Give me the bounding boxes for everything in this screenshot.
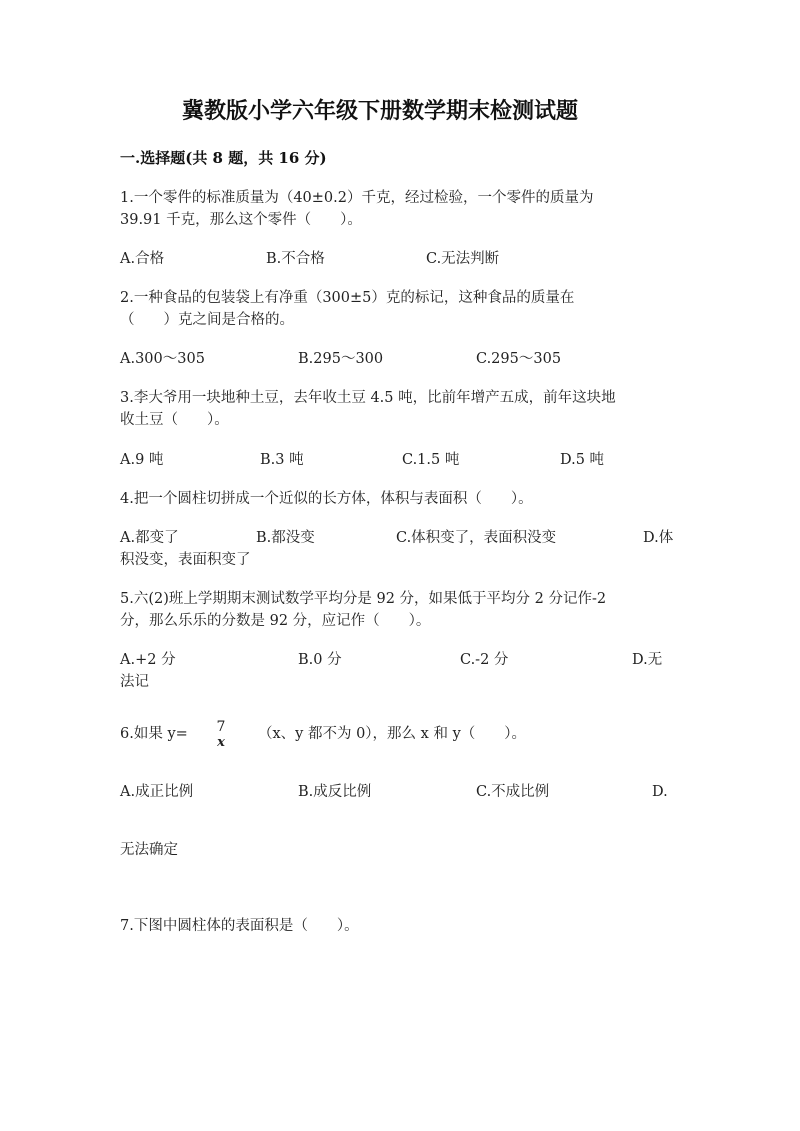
question-5-option-b[interactable]: B.0 分 [298, 652, 342, 668]
question-5-line-1: 5.六(2)班上学期期末测试数学平均分是 92 分，如果低于平均分 2 分记作-2 [120, 591, 607, 607]
question-6-option-d[interactable]: D. [652, 784, 668, 800]
question-4-option-c[interactable]: C.体积变了，表面积没变 [396, 530, 557, 546]
question-6-option-d-continued[interactable]: 无法确定 [120, 842, 178, 858]
question-2-option-c[interactable]: C.295～305 [476, 351, 562, 367]
question-1-line-1: 1.一个零件的标准质量为（40±0.2）千克，经过检验，一个零件的质量为 [120, 190, 594, 206]
section-heading: 一.选择题(共 8 题，共 16 分) [120, 149, 327, 167]
question-3-option-b[interactable]: B.3 吨 [260, 452, 304, 468]
question-1-option-a[interactable]: A.合格 [120, 251, 165, 267]
question-6-line-2: （x、y 都不为 0），那么 x 和 y（ ）。 [258, 726, 527, 742]
question-2-line-1: 2.一种食品的包装袋上有净重（300±5）克的标记，这种食品的质量在 [120, 290, 575, 306]
question-3-option-a[interactable]: A.9 吨 [120, 452, 164, 468]
question-4-option-d[interactable]: D.体 [643, 530, 674, 546]
question-1-option-b[interactable]: B.不合格 [266, 251, 325, 267]
question-4-option-b[interactable]: B.都没变 [256, 530, 315, 546]
question-4-option-a[interactable]: A.都变了 [120, 530, 179, 546]
question-2-option-b[interactable]: B.295～300 [298, 351, 384, 367]
question-2-option-a[interactable]: A.300～305 [120, 351, 205, 367]
fraction-numerator: 7 [216, 719, 226, 735]
question-1-line-2: 39.91 千克，那么这个零件（ ）。 [120, 212, 362, 228]
question-4-line-1: 4.把一个圆柱切拼成一个近似的长方体，体积与表面积（ ）。 [120, 491, 533, 507]
question-6-option-c[interactable]: C.不成比例 [476, 784, 550, 800]
question-5-line-2: 分，那么乐乐的分数是 92 分，应记作（ ）。 [120, 613, 431, 629]
question-6-option-a[interactable]: A.成正比例 [120, 784, 194, 800]
question-3-option-c[interactable]: C.1.5 吨 [402, 452, 460, 468]
question-2-line-2: （ ）克之间是合格的。 [120, 312, 294, 328]
fraction-7-over-x [213, 719, 229, 751]
question-3-option-d[interactable]: D.5 吨 [560, 452, 605, 468]
page-title: 冀教版小学六年级下册数学期末检测试题 [182, 98, 579, 124]
question-6-line-1: 6.如果 y= [120, 726, 188, 742]
question-3-line-2: 收土豆（ ）。 [120, 412, 229, 428]
question-5-option-d[interactable]: D.无 [632, 652, 663, 668]
question-1-option-c[interactable]: C.无法判断 [426, 251, 500, 267]
question-4-option-d-continued[interactable]: 积没变，表面积变了 [120, 552, 251, 568]
fraction-denominator: x [217, 735, 225, 750]
question-5-option-a[interactable]: A.+2 分 [120, 652, 176, 668]
question-7-line-1: 7.下图中圆柱体的表面积是（ ）。 [120, 918, 359, 934]
question-5-option-c[interactable]: C.-2 分 [460, 652, 509, 668]
question-6-option-b[interactable]: B.成反比例 [298, 784, 372, 800]
question-3-line-1: 3.李大爷用一块地种土豆，去年收土豆 4.5 吨，比前年增产五成，前年这块地 [120, 390, 616, 406]
question-5-option-d-continued[interactable]: 法记 [120, 674, 149, 690]
